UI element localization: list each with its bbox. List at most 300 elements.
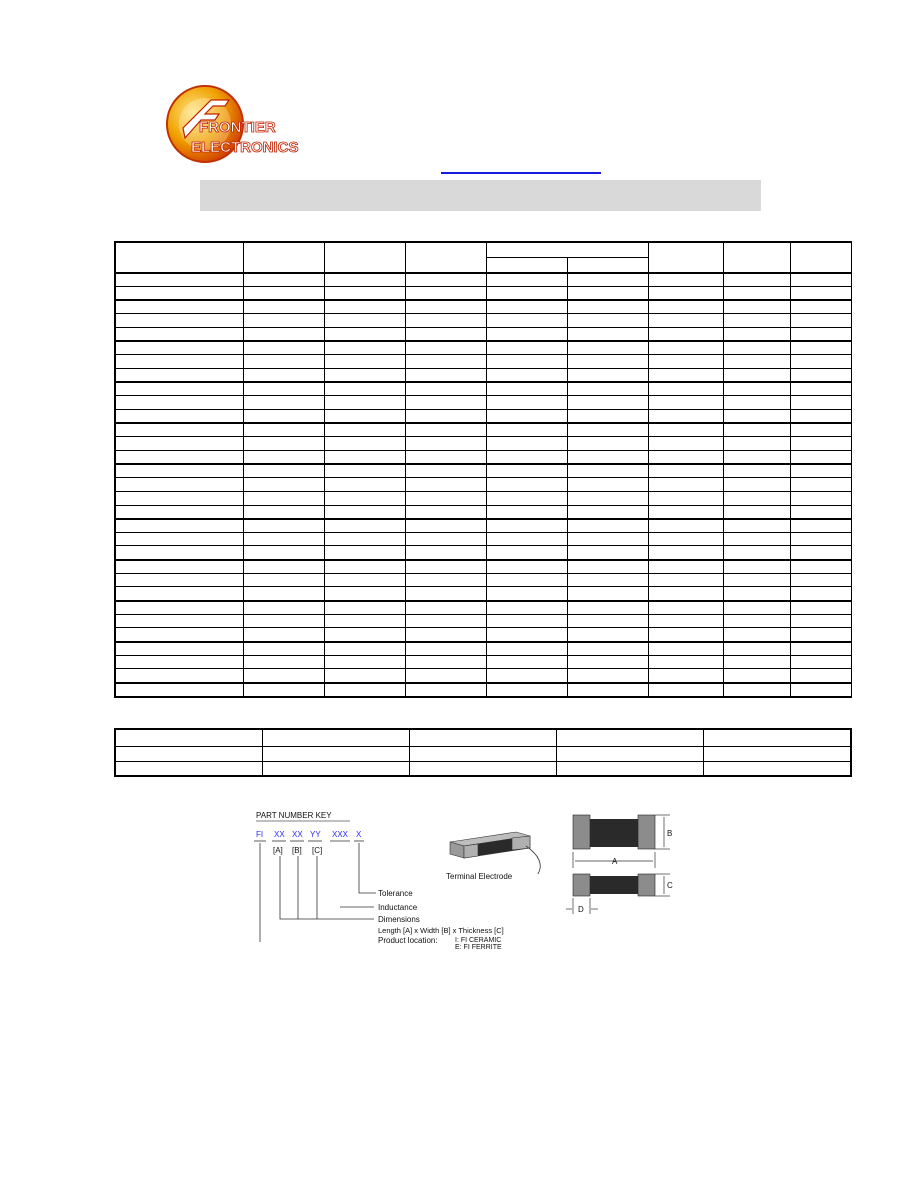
table-cell xyxy=(487,273,568,287)
table-cell xyxy=(649,655,724,669)
key-inductance: Inductance xyxy=(378,903,418,912)
table-cell xyxy=(487,519,568,533)
table-cell xyxy=(568,314,649,328)
table-cell xyxy=(724,587,791,601)
table-cell xyxy=(791,314,852,328)
table-cell xyxy=(791,573,852,587)
part-number-diagram xyxy=(250,806,680,958)
table-cell xyxy=(406,587,487,601)
table-cell xyxy=(325,287,406,301)
table-cell xyxy=(487,560,568,574)
table-cell xyxy=(791,368,852,382)
table-cell xyxy=(406,287,487,301)
table-cell xyxy=(724,560,791,574)
table-row xyxy=(116,327,852,341)
table-cell xyxy=(325,382,406,396)
table-cell xyxy=(244,327,325,341)
table-cell xyxy=(791,287,852,301)
table-cell xyxy=(406,546,487,560)
table-cell xyxy=(406,532,487,546)
table-cell xyxy=(406,573,487,587)
table-cell xyxy=(791,327,852,341)
table-row xyxy=(116,478,852,492)
table-cell xyxy=(325,601,406,615)
table-cell xyxy=(487,478,568,492)
table-cell xyxy=(325,669,406,683)
table-cell xyxy=(325,396,406,410)
table-cell xyxy=(487,505,568,519)
table-cell xyxy=(487,642,568,656)
key-product: Product location: xyxy=(378,936,438,945)
table-cell xyxy=(410,761,557,775)
table-cell xyxy=(244,396,325,410)
table-row xyxy=(116,505,852,519)
table-cell xyxy=(568,300,649,314)
table-cell xyxy=(791,560,852,574)
table-cell xyxy=(244,628,325,642)
table-cell xyxy=(116,287,244,301)
logo-line1: FRONTIER xyxy=(199,119,276,136)
table-cell xyxy=(568,642,649,656)
table-cell xyxy=(568,287,649,301)
table-cell xyxy=(724,355,791,369)
table-row xyxy=(116,491,852,505)
table-cell xyxy=(724,327,791,341)
table-cell xyxy=(487,546,568,560)
table-cell xyxy=(649,519,724,533)
table-cell xyxy=(325,573,406,587)
table-cell xyxy=(244,437,325,451)
table-cell xyxy=(116,655,244,669)
table-cell xyxy=(649,614,724,628)
table-cell xyxy=(487,300,568,314)
table-cell xyxy=(406,628,487,642)
table-cell xyxy=(116,273,244,287)
table-cell xyxy=(116,396,244,410)
table-cell xyxy=(791,437,852,451)
section-banner xyxy=(200,180,761,211)
table-cell xyxy=(568,683,649,697)
table-cell xyxy=(116,560,244,574)
table-cell xyxy=(557,730,704,747)
table-cell xyxy=(724,505,791,519)
table-cell xyxy=(406,669,487,683)
table-cell xyxy=(244,273,325,287)
table-cell xyxy=(487,587,568,601)
code-part: X xyxy=(356,830,362,839)
table-cell xyxy=(568,273,649,287)
table-cell xyxy=(724,669,791,683)
table-cell xyxy=(406,655,487,669)
table-cell xyxy=(325,587,406,601)
table-cell xyxy=(791,546,852,560)
table-cell xyxy=(649,464,724,478)
table-cell xyxy=(487,573,568,587)
key-product-option: I: FI CERAMIC xyxy=(455,937,502,944)
table-cell xyxy=(724,287,791,301)
table-cell xyxy=(724,300,791,314)
table-cell xyxy=(487,382,568,396)
table-cell xyxy=(791,519,852,533)
table-cell xyxy=(244,464,325,478)
table-cell xyxy=(244,368,325,382)
table-cell xyxy=(724,423,791,437)
table-row xyxy=(116,642,852,656)
dim-label-d: D xyxy=(578,905,584,914)
table-header-cell xyxy=(487,258,568,273)
table-row xyxy=(116,519,852,533)
table-cell xyxy=(649,382,724,396)
table-header-cell xyxy=(116,243,244,273)
table-cell xyxy=(244,614,325,628)
table-cell xyxy=(116,423,244,437)
table-cell xyxy=(568,368,649,382)
table-cell xyxy=(406,478,487,492)
table-cell xyxy=(649,314,724,328)
table-row xyxy=(116,314,852,328)
table-cell xyxy=(791,409,852,423)
table-cell xyxy=(649,409,724,423)
table-cell xyxy=(325,355,406,369)
table-cell xyxy=(244,287,325,301)
table-cell xyxy=(116,437,244,451)
table-cell xyxy=(244,532,325,546)
table-cell xyxy=(704,747,851,761)
table-cell xyxy=(487,396,568,410)
table-cell xyxy=(116,464,244,478)
table-cell xyxy=(487,532,568,546)
table-header-cell xyxy=(487,243,649,258)
table-header-cell xyxy=(568,258,649,273)
code-part: XXX xyxy=(332,830,349,839)
table-cell xyxy=(325,505,406,519)
table-cell xyxy=(325,532,406,546)
table-cell xyxy=(406,273,487,287)
table-cell xyxy=(791,601,852,615)
table-cell xyxy=(568,532,649,546)
table-cell xyxy=(244,409,325,423)
table-cell xyxy=(649,546,724,560)
table-cell xyxy=(406,491,487,505)
table-cell xyxy=(244,683,325,697)
table-cell xyxy=(568,505,649,519)
table-row xyxy=(116,341,852,355)
table-cell xyxy=(487,314,568,328)
table-cell xyxy=(791,478,852,492)
table-cell xyxy=(724,382,791,396)
website-link[interactable] xyxy=(441,158,601,174)
table-cell xyxy=(649,601,724,615)
table-cell xyxy=(325,314,406,328)
table-cell xyxy=(791,628,852,642)
table-cell xyxy=(116,327,244,341)
table-cell xyxy=(244,601,325,615)
table-cell xyxy=(487,409,568,423)
table-cell xyxy=(649,341,724,355)
chip-3d-illustration xyxy=(450,832,540,874)
table-cell xyxy=(568,491,649,505)
table-cell xyxy=(791,300,852,314)
table-cell xyxy=(244,560,325,574)
table-cell xyxy=(791,423,852,437)
table-cell xyxy=(116,730,263,747)
table-cell xyxy=(487,628,568,642)
table-cell xyxy=(116,601,244,615)
table-cell xyxy=(244,519,325,533)
table-cell xyxy=(568,382,649,396)
table-cell xyxy=(791,655,852,669)
table-cell xyxy=(325,560,406,574)
table-cell xyxy=(724,450,791,464)
table-cell xyxy=(649,669,724,683)
table-cell xyxy=(325,628,406,642)
table-row xyxy=(116,669,852,683)
table-row xyxy=(116,450,852,464)
table-cell xyxy=(724,614,791,628)
table-cell xyxy=(791,355,852,369)
table-cell xyxy=(649,423,724,437)
key-product-option: E: FI FERRITE xyxy=(455,944,502,951)
table-cell xyxy=(649,355,724,369)
table-cell xyxy=(116,478,244,492)
table-cell xyxy=(263,730,410,747)
table-cell xyxy=(406,327,487,341)
table-cell xyxy=(649,396,724,410)
table-cell xyxy=(116,669,244,683)
table-cell xyxy=(724,573,791,587)
table-cell xyxy=(649,683,724,697)
table-row xyxy=(116,287,852,301)
table-cell xyxy=(487,287,568,301)
table-cell xyxy=(406,300,487,314)
table-cell xyxy=(791,614,852,628)
table-row xyxy=(116,437,852,451)
key-dimensions-detail: Length [A] x Width [B] x Thickness [C] xyxy=(378,926,504,935)
table-cell xyxy=(557,747,704,761)
table-cell xyxy=(244,423,325,437)
table-cell xyxy=(724,273,791,287)
table-cell xyxy=(244,505,325,519)
table-cell xyxy=(406,341,487,355)
key-tolerance: Tolerance xyxy=(378,889,413,898)
table-cell xyxy=(791,642,852,656)
dim-label-a: A xyxy=(612,857,618,866)
table-cell xyxy=(791,382,852,396)
table-cell xyxy=(568,587,649,601)
table-cell xyxy=(116,761,263,775)
code-part: XX xyxy=(292,830,303,839)
table-cell xyxy=(487,491,568,505)
table-cell xyxy=(325,519,406,533)
code-part: FI xyxy=(256,830,264,839)
table-cell xyxy=(649,573,724,587)
table-row xyxy=(116,423,852,437)
table-cell xyxy=(406,505,487,519)
table-cell xyxy=(568,628,649,642)
table-row xyxy=(116,587,852,601)
table-header-cell xyxy=(244,243,325,273)
table-cell xyxy=(704,761,851,775)
table-cell xyxy=(116,314,244,328)
table-cell xyxy=(325,368,406,382)
table-cell xyxy=(568,437,649,451)
dim-label-c: C xyxy=(667,881,673,890)
table-cell xyxy=(116,355,244,369)
bracket-label: [A] xyxy=(273,846,283,855)
table-cell xyxy=(568,573,649,587)
table-cell xyxy=(557,761,704,775)
table-cell xyxy=(325,655,406,669)
table-cell xyxy=(116,573,244,587)
table-cell xyxy=(325,327,406,341)
table-cell xyxy=(487,655,568,669)
table-cell xyxy=(406,368,487,382)
table-cell xyxy=(649,532,724,546)
table-cell xyxy=(649,450,724,464)
table-cell xyxy=(406,382,487,396)
table-cell xyxy=(406,409,487,423)
table-cell xyxy=(116,546,244,560)
table-cell xyxy=(649,478,724,492)
table-cell xyxy=(649,273,724,287)
table-row xyxy=(116,382,852,396)
table-cell xyxy=(325,300,406,314)
bracket-label: [B] xyxy=(292,846,302,855)
table-header-cell xyxy=(649,243,724,273)
table-cell xyxy=(487,355,568,369)
company-logo xyxy=(165,82,341,166)
table-cell xyxy=(244,546,325,560)
table-cell xyxy=(649,505,724,519)
table-cell xyxy=(406,437,487,451)
table-cell xyxy=(724,601,791,615)
table-cell xyxy=(116,747,263,761)
table-cell xyxy=(406,642,487,656)
table-cell xyxy=(406,423,487,437)
table-cell xyxy=(724,368,791,382)
table-cell xyxy=(568,464,649,478)
table-cell xyxy=(116,628,244,642)
table-cell xyxy=(649,287,724,301)
table-cell xyxy=(724,396,791,410)
table-cell xyxy=(325,273,406,287)
table-cell xyxy=(406,464,487,478)
table-cell xyxy=(406,355,487,369)
table-cell xyxy=(791,505,852,519)
table-cell xyxy=(487,341,568,355)
table-cell xyxy=(116,532,244,546)
table-cell xyxy=(568,669,649,683)
table-cell xyxy=(410,730,557,747)
table-cell xyxy=(406,614,487,628)
table-cell xyxy=(568,450,649,464)
table-cell xyxy=(487,464,568,478)
table-cell xyxy=(116,300,244,314)
table-cell xyxy=(487,614,568,628)
table-cell xyxy=(568,327,649,341)
table-cell xyxy=(791,450,852,464)
code-table xyxy=(114,728,852,777)
table-cell xyxy=(568,560,649,574)
table-cell xyxy=(244,573,325,587)
table-cell xyxy=(116,409,244,423)
table-cell xyxy=(791,491,852,505)
table-cell xyxy=(244,642,325,656)
table-cell xyxy=(325,491,406,505)
table-cell xyxy=(325,614,406,628)
table-cell xyxy=(325,464,406,478)
table-cell xyxy=(568,601,649,615)
table-cell xyxy=(649,368,724,382)
table-cell xyxy=(116,519,244,533)
table-cell xyxy=(116,491,244,505)
table-cell xyxy=(649,437,724,451)
table-cell xyxy=(410,747,557,761)
table-cell xyxy=(649,560,724,574)
table-cell xyxy=(406,519,487,533)
table-cell xyxy=(487,683,568,697)
table-cell xyxy=(325,341,406,355)
table-cell xyxy=(568,423,649,437)
table-cell xyxy=(791,532,852,546)
table-header-cell xyxy=(791,243,852,273)
table-cell xyxy=(724,314,791,328)
table-cell xyxy=(244,655,325,669)
table-cell xyxy=(568,519,649,533)
table-cell xyxy=(406,560,487,574)
table-cell xyxy=(487,669,568,683)
dim-label-b: B xyxy=(667,829,673,838)
table-cell xyxy=(568,546,649,560)
table-row xyxy=(116,532,852,546)
table-row xyxy=(116,628,852,642)
table-row xyxy=(116,409,852,423)
table-cell xyxy=(325,546,406,560)
table-cell xyxy=(487,601,568,615)
table-cell xyxy=(406,683,487,697)
table-cell xyxy=(724,409,791,423)
table-cell xyxy=(649,491,724,505)
table-row xyxy=(116,655,852,669)
table-row xyxy=(116,273,852,287)
diagram-heading: PART NUMBER KEY xyxy=(256,811,332,820)
table-cell xyxy=(116,368,244,382)
table-cell xyxy=(724,478,791,492)
table-cell xyxy=(649,642,724,656)
table-cell xyxy=(487,327,568,341)
table-cell xyxy=(244,491,325,505)
table-cell xyxy=(116,614,244,628)
table-row xyxy=(116,464,852,478)
table-cell xyxy=(325,409,406,423)
table-cell xyxy=(487,423,568,437)
table-cell xyxy=(325,683,406,697)
table-cell xyxy=(724,532,791,546)
table-cell xyxy=(406,450,487,464)
table-cell xyxy=(724,642,791,656)
table-cell xyxy=(791,273,852,287)
table-cell xyxy=(406,396,487,410)
table-cell xyxy=(791,669,852,683)
table-cell xyxy=(263,747,410,761)
table-cell xyxy=(244,382,325,396)
table-cell xyxy=(325,642,406,656)
table-cell xyxy=(487,437,568,451)
table-cell xyxy=(791,396,852,410)
table-cell xyxy=(724,464,791,478)
table-cell xyxy=(704,730,851,747)
table-header-cell xyxy=(724,243,791,273)
